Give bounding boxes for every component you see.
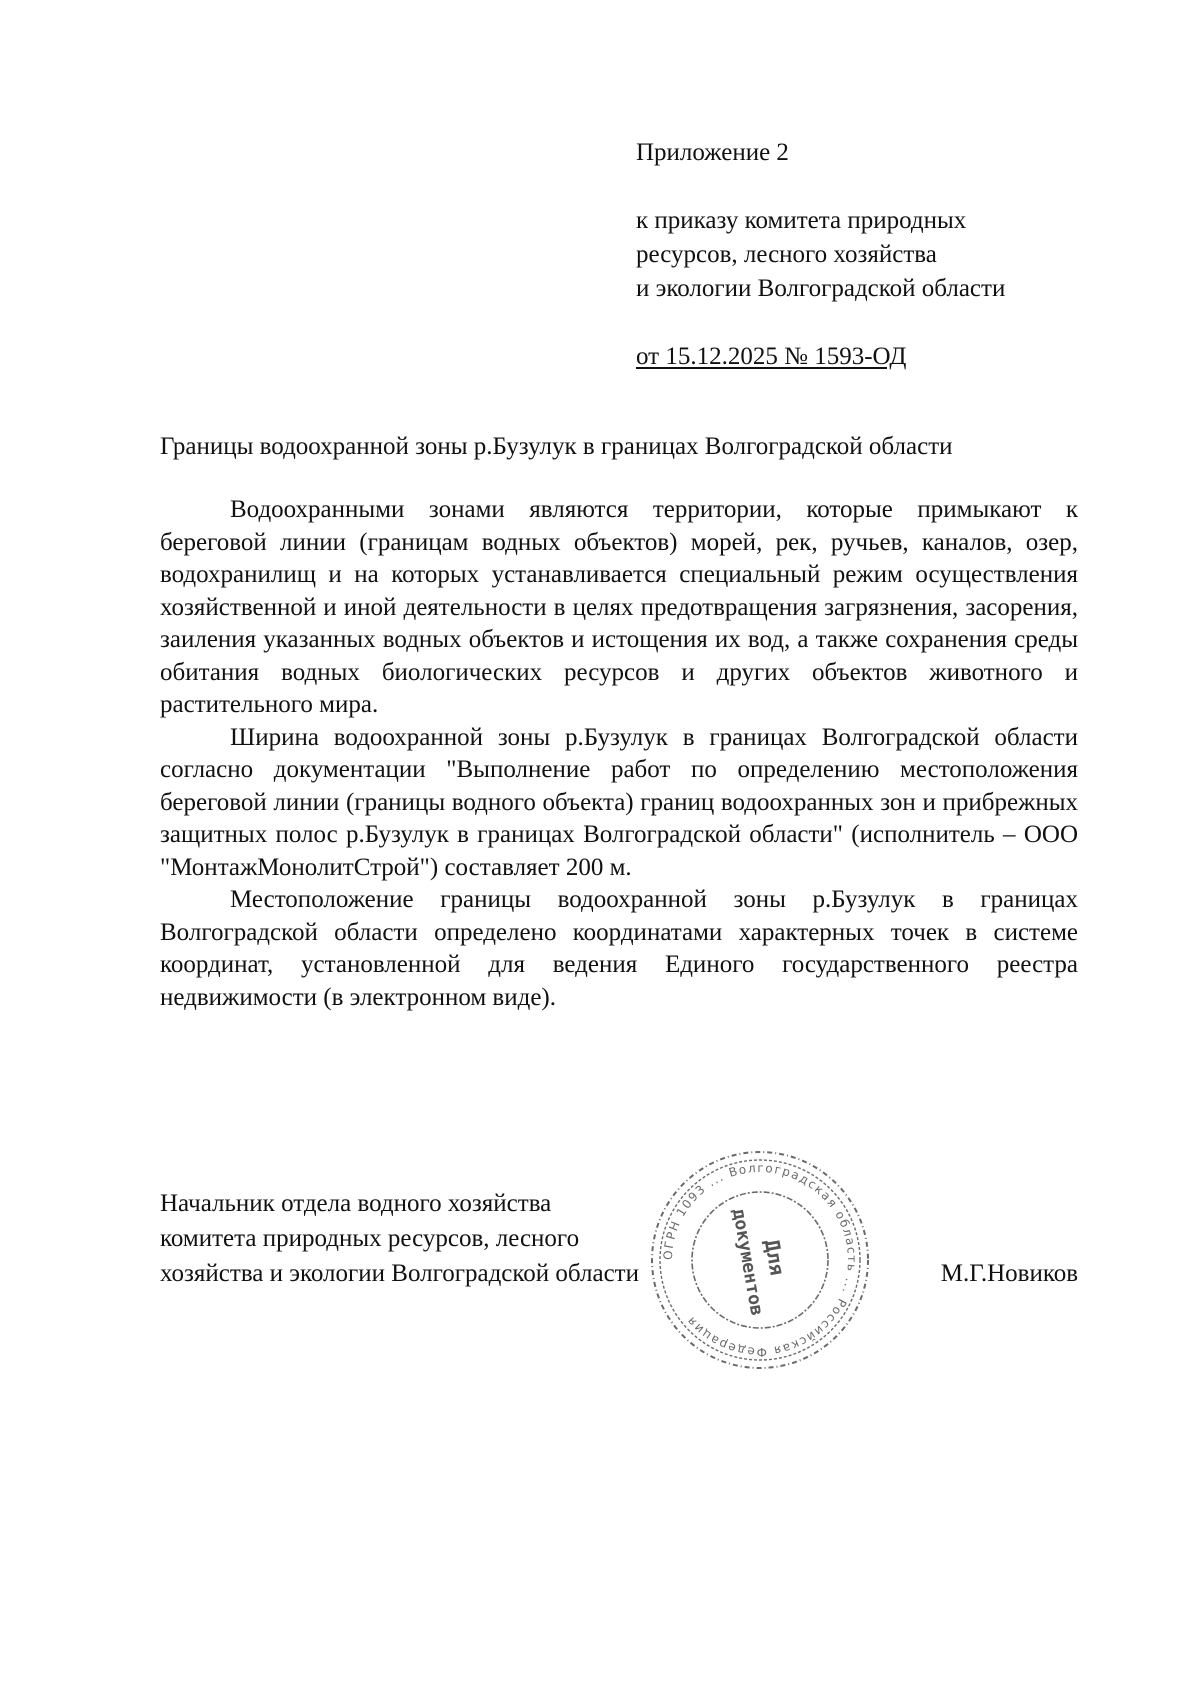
stamp-ring-text: ОГРН 1093 ... Волгоградская область ... Российская Федерация xyxy=(660,1160,860,1360)
document-title: Границы водоохранной зоны р.Бузулук в границах Волгоградской области xyxy=(160,433,953,460)
appendix-reference-line: и экологии Волгоградской области xyxy=(636,275,1006,302)
stamp-center-text: документов xyxy=(727,1206,768,1318)
appendix-reference-line: ресурсов, лесного хозяйства xyxy=(636,241,937,268)
signer-name: М.Г.Новиков xyxy=(940,1260,1078,1287)
body-paragraph: Водоохранными зонами являются территории, которые примыкают к береговой линии (границам водных объектов) морей, рек, ручьев, каналов, озер, водохранилищ и на которых устанавливается специальный режим осуществления хозяйственной и иной деятельности в целях предотвращения загрязнения, засорения, заиления указанных водных объектов и истощения их вод, а также сохранения среды обитания водных биологических ресурсов и других объектов животного и растительного мира. xyxy=(160,496,1078,718)
appendix-header xyxy=(636,136,1116,374)
signer-position xyxy=(160,1186,639,1291)
signature-block xyxy=(160,1160,1120,1396)
signer-position-line: хозяйства и экологии Волгоградской области xyxy=(160,1260,639,1287)
stamp-outer-ring xyxy=(652,1152,868,1368)
stamp-center-text: Для xyxy=(759,1237,790,1278)
appendix-title: Приложение 2 xyxy=(636,139,789,166)
body-paragraph: Местоположение границы водоохранной зоны р.Бузулук в границах Волгоградской области определено координатами характерных точек в системе координат, установленной для ведения Единого государственного реестра недвижимости (в электронном виде). xyxy=(160,886,1078,1011)
svg-text:ОГРН 1093 ... Волгоградская об xyxy=(661,1161,859,1359)
signer-position-line: комитета природных ресурсов, лесного xyxy=(160,1225,580,1252)
signer-position-line: Начальник отдела водного хозяйства xyxy=(160,1190,552,1217)
appendix-reference-line: к приказу комитета природных xyxy=(636,207,967,234)
appendix-reference xyxy=(636,204,1116,306)
order-date-number: от 15.12.2025 № 1593-ОД xyxy=(636,343,907,370)
document-body xyxy=(160,494,1078,1014)
official-stamp xyxy=(644,1144,876,1376)
body-paragraph: Ширина водоохранной зоны р.Бузулук в границах Волгоградской области согласно документации "Выполнение работ по определению местоположения береговой линии (границы водного объекта) границ водоохранных зон и прибрежных защитных полос р.Бузулук в границах Волгоградской области" (исполнитель – ООО "МонтажМонолитСтрой") составляет 200 м. xyxy=(160,723,1078,881)
